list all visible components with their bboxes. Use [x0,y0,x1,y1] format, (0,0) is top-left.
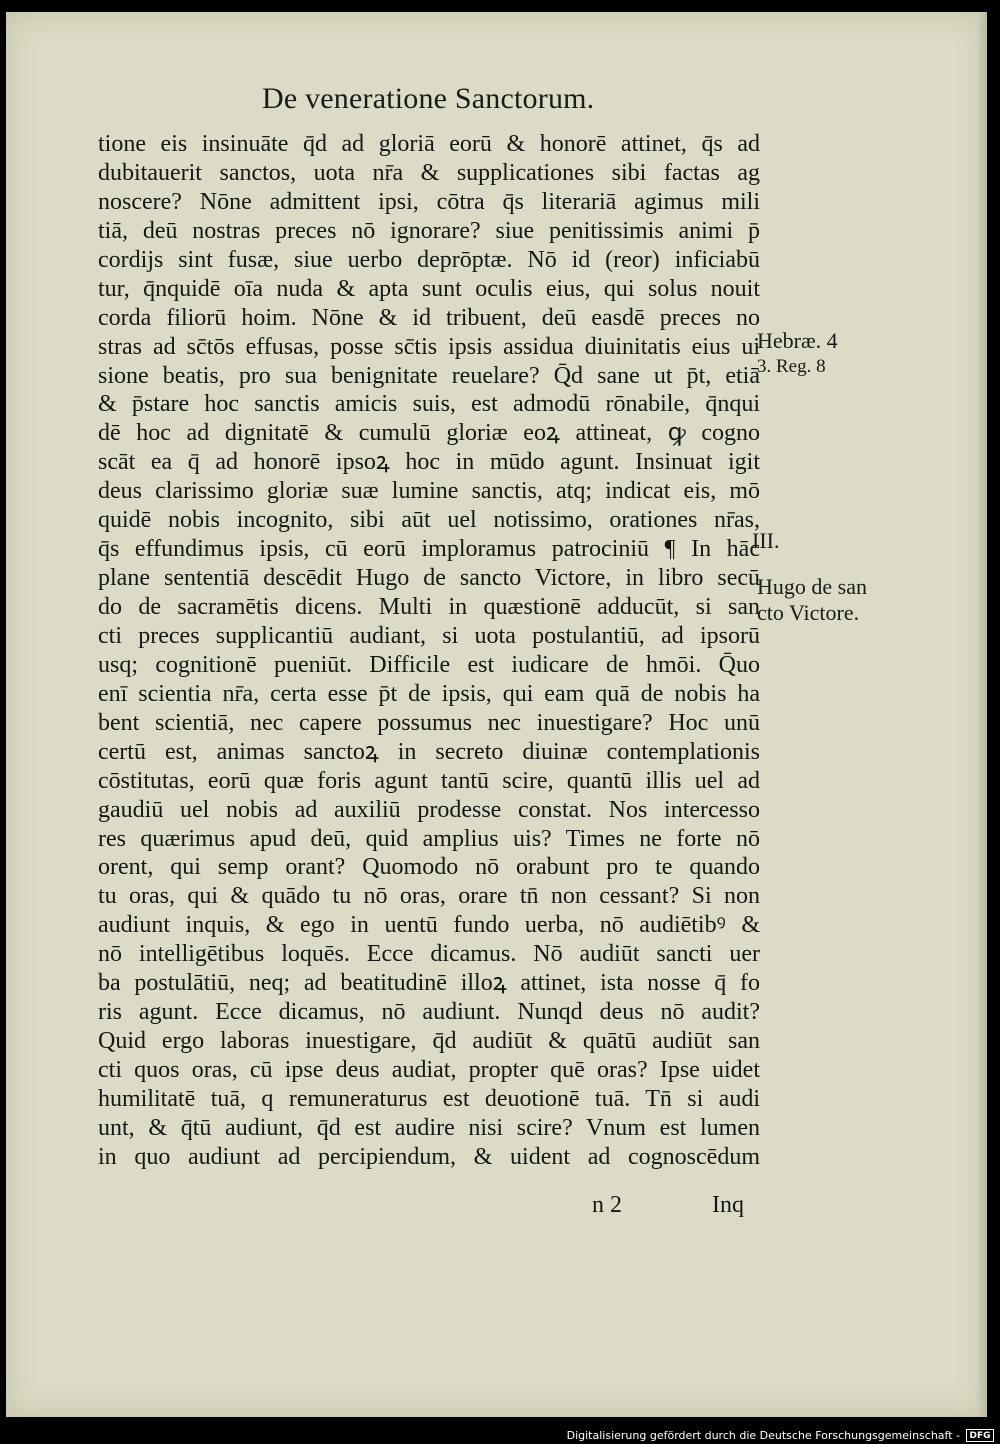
text-line: tiā, deū nostras preces nō ignorare? siue penitissimis animi p̄ [98,217,760,244]
text-line: tu oras, qui & quādo tu nō oras, orare tn̄ non cessant? Si non [98,883,760,910]
text-line: corda filiorū hoim. Nōne & id tribuent, deū easdē preces no [98,304,760,331]
text-line: cti preces supplicantiū audiant, si uota postulantiū, ad ipsorū [98,622,760,649]
text-line: gaudiū uel nobis ad auxiliū prodesse constat. Nos intercesso [98,796,760,823]
text-line: humilitatē tuā, q remuneraturus est deuotionē tuā. Tn̄ si audi [98,1085,760,1112]
text-line: orent, qui semp orant? Quomodo nō orabunt pro te quando [98,854,760,881]
text-line: bent scientiā, nec capere possumus nec inuestigare? Hoc unū [98,709,760,736]
text-line: cōstitutas, eorū quæ foris agunt tantū scire, quantū illis uel ad [98,767,760,794]
text-line: ba postulātiū, neq; ad beatitudinē illoꝝ attinet, ista nosse q̄ fo [98,970,760,997]
text-line: Quid ergo laboras inuestigare, q̄d audiūt & quātū audiūt san [98,1028,760,1055]
text-line: nō intelligētibus loquēs. Ecce dicamus. Nō audiūt sancti uer [98,941,760,968]
text-line: & p̄stare hoc sanctis amicis suis, est admodū rōnabile, q̄nqui [98,391,760,418]
text-line: dē hoc ad dignitatē & cumulū gloriæ eoꝝ attineat, ꝙ cogno [98,420,760,447]
text-line: quidē nobis incognito, sibi aūt uel notissimo, orationes nr̄as, [98,507,760,534]
text-line: q̄s effundimus ipsis, cū eorū imploramus patrociniū ¶ In hāc [98,536,760,563]
running-head: De veneratione Sanctorum. [262,82,595,115]
text-line: tur, q̄nquidē oīa nuda & apta sunt oculis eius, qui solus nouit [98,275,760,302]
text-line: stras ad sc̄tōs effusas, posse sc̄tis ipsis assidua diuinitatis eius ui [98,333,760,360]
text-line: plane sententiā descēdit Hugo de sancto Victore, in libro secū [98,565,760,592]
text-line: sione beatis, pro sua benignitate reuelare? Q̄d sane ut p̄t, etiā [98,362,760,389]
margin-note-hugo: Hugo de san [757,574,867,599]
dfg-logo-icon: DFG [966,1429,994,1442]
footer-bar [0,1427,1000,1444]
text-line: tione eis insinuāte q̄d ad gloriā eorū & honorē attinet, q̄s ad [98,131,760,157]
text-line: audiunt inquis, & ego in uentū fundo uerba, nō audiētibꝰ & [98,912,760,939]
text-line: dubitauerit sanctos, uota nr̄a & supplicationes sibi factas ag [98,159,760,186]
page-edge [977,12,987,1417]
text-line: in quo audiunt ad percipiendum, & uident ad cognoscēdum [98,1143,760,1170]
text-line: cti quos oras, cū ipse deus audiat, propter quē oras? Ipse uidet [98,1057,760,1083]
text-line: unt, & q̄tū audiunt, q̄d est audire nisi scire? Vnum est lumen [98,1114,760,1141]
margin-note-hebrews: Hebræ. 4 [757,328,838,353]
text-line: deus clarissimo gloriæ suæ lumine sanctis, atq; indicat eis, mō [98,478,760,505]
body-text [98,130,760,1172]
text-line: do de sacramētis dicens. Multi in quæstionē adducūt, si san [98,594,760,620]
margin-note-victore: cto Victore. [757,600,860,625]
footer-credit: Digitalisierung gefördert durch die Deutsche Forschungsgemeinschaft - [566,1429,960,1442]
text-line: ris agunt. Ecce dicamus, nō audiunt. Nunqd deus nō audit? [98,999,760,1026]
signature-mark: n 2 [592,1192,622,1218]
text-line: enī scientia nr̄a, certa esse p̄t de ipsis, qui eam quā de nobis ha [98,680,760,707]
text-line: scāt ea q̄ ad honorē ipsoꝝ hoc in mūdo agunt. Insinuat igit [98,449,760,476]
text-line: certū est, animas sanctoꝝ in secreto diuinæ contemplationis [98,738,760,765]
margin-note-kings: 3. Reg. 8 [757,356,826,377]
catchword: Inq [712,1192,744,1218]
text-line: res quærimus apud deū, quid amplius uis? Times ne forte nō [98,825,760,852]
text-line: usq; cognitionē pueniūt. Difficile est iudicare de hmōi. Q̄uo [98,651,760,678]
text-line: cordijs sint fusæ, siue uerbo deprōptæ. Nō id (reor) inficiabū [98,246,760,273]
margin-note-numeral: III. [752,528,780,553]
text-line: noscere? Nōne admittent ipsi, cōtra q̄s literariā agimus mili [98,188,760,215]
